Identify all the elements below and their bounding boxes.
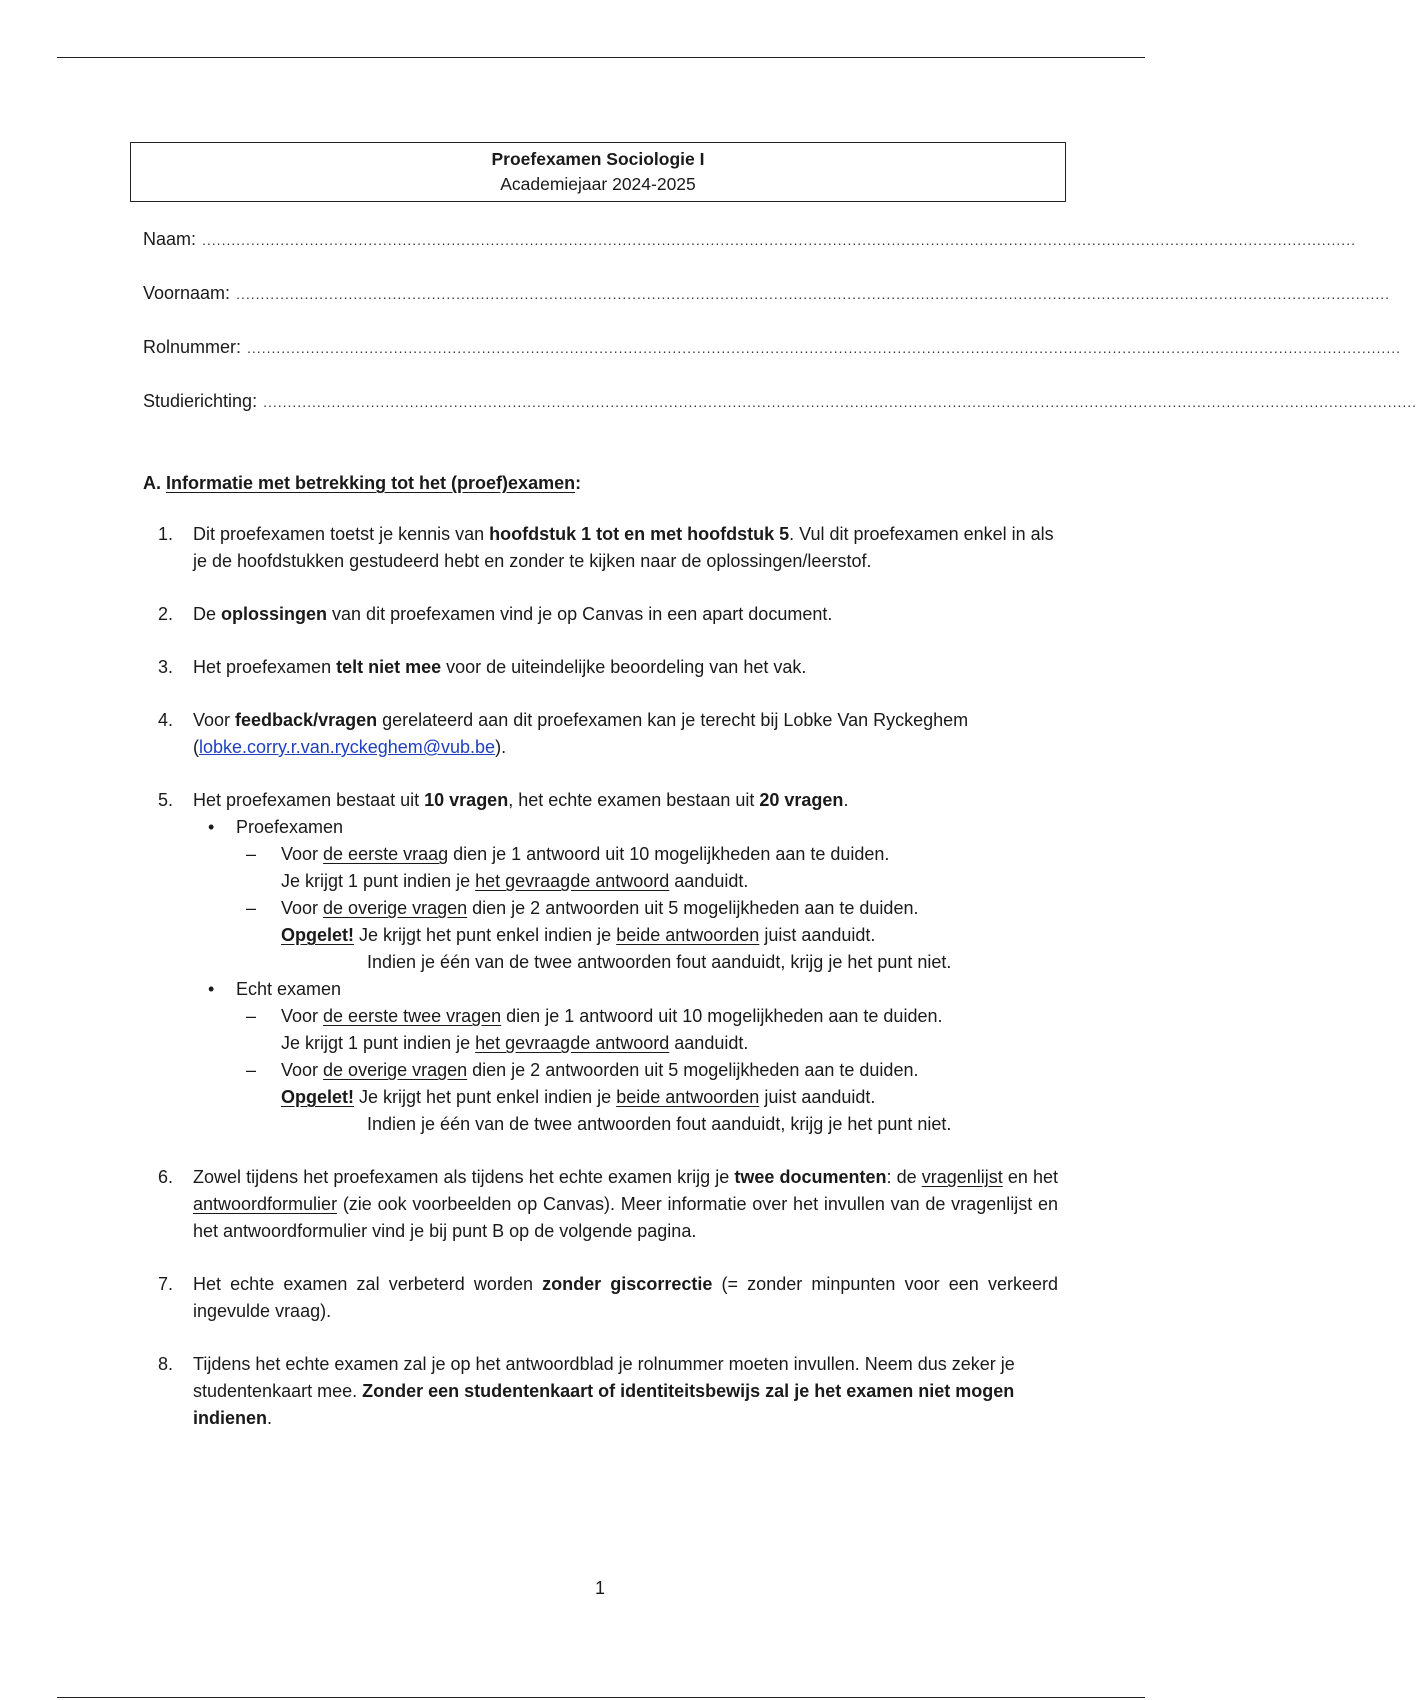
- list-item: 7. Het echte examen zal verbeterd worden zonder giscorrectie (= zonder minpunten voor een verkeerd ingevulde vraag).: [158, 1274, 1058, 1321]
- list-item: 2. De oplossingen van dit proefexamen vind je op Canvas in een apart document.: [158, 604, 833, 624]
- study-program-field[interactable]: [143, 391, 1417, 445]
- dash-item: – Voor de overige vragen dien je 2 antwoorden uit 5 mogelijkheden aan te duiden. Opgelet! Je krijgt het punt enkel indien je beide antwoorden juist aanduidt. Indien je één van de twee antwoorden fout aanduidt, krijg je het punt niet.: [236, 1057, 1058, 1138]
- first-name-field[interactable]: [143, 283, 1391, 337]
- dash-icon: –: [246, 1060, 257, 1080]
- top-rule: [57, 57, 1145, 58]
- dotted-line: ............................................................................................................................................................................................................................................: [247, 340, 1401, 356]
- bullet-icon: •: [208, 979, 215, 999]
- name-field[interactable]: [143, 229, 1356, 283]
- bullet-proefexamen: • Proefexamen – Voor de eerste vraag dien je 1 antwoord uit 10 mogelijkheden aan te duiden. Je krijgt 1 punt indien je het gevraagde antwoord aanduidt. – Voor de overige vragen dien je 2 antwoorden uit 5 mogelijkheden aan te duiden. Opgelet! Je krijgt het punt enkel indien je beide antwoorden juist aanduidt. Indien je één van de twee antwoorden fout aanduidt, krijg je het punt niet.: [193, 814, 1058, 976]
- bullet-icon: •: [208, 817, 215, 837]
- academic-year: Academiejaar 2024-2025: [500, 174, 696, 194]
- exam-information: [143, 470, 1058, 1458]
- section-a-title: A. Informatie met betrekking tot het (proef)examen:: [143, 473, 582, 493]
- student-info-fields: [143, 229, 1417, 445]
- field-label: Rolnummer:: [143, 337, 242, 357]
- dotted-line: ............................................................................................................................................................................................................................................: [236, 286, 1391, 302]
- exam-title-box: [130, 142, 1066, 202]
- bullet-echt-examen: • Echt examen – Voor de eerste twee vragen dien je 1 antwoord uit 10 mogelijkheden aan te duiden. Je krijgt 1 punt indien je het gevraagde antwoord aanduidt. – Voor de overige vragen dien je 2 antwoorden uit 5 mogelijkheden aan te duiden. Opgelet! Je krijgt het punt enkel indien je beide antwoorden juist aanduidt. Indien je één van de twee antwoorden fout aanduidt, krijg je het punt niet.: [193, 976, 1058, 1138]
- info-list: [143, 521, 1058, 1432]
- dash-icon: –: [246, 898, 257, 918]
- dash-icon: –: [246, 1006, 257, 1026]
- bottom-rule: [57, 1697, 1145, 1698]
- dash-item: – Voor de eerste twee vragen dien je 1 antwoord uit 10 mogelijkheden aan te duiden. Je krijgt 1 punt indien je het gevraagde antwoord aanduidt.: [236, 1003, 1058, 1057]
- list-item: 8. Tijdens het echte examen zal je op het antwoordblad je rolnummer moeten invullen. Neem dus zeker je studentenkaart mee. Zonder een studentenkaart of identiteitsbewijs zal je het examen niet mogen indienen.: [158, 1354, 1015, 1428]
- exam-types-list: [193, 814, 1058, 1138]
- list-item: 4. Voor feedback/vragen gerelateerd aan dit proefexamen kan je terecht bij Lobke Van Ryckeghem (lobke.corry.r.van.ryckeghem@vub.be).: [158, 710, 969, 757]
- field-label: Naam:: [143, 229, 197, 249]
- exam-title: Proefexamen Sociologie I: [491, 149, 705, 169]
- field-label: Voornaam:: [143, 283, 231, 303]
- list-item: 5. Het proefexamen bestaat uit 10 vragen, het echte examen bestaan uit 20 vragen. • Proefexamen – Voor de eerste vraag dien je 1 antwoord uit 10 mogelijkheden aan te duiden. Je krijgt 1 punt indien je het gevraagde antwoord aanduidt. – Voor de overige vragen dien je 2 antwoorden uit 5 mogelijkheden aan te duiden. Opgelet! Je krijgt het punt enkel indien je beide antwoorden juist aanduidt. Indien je één van de twee antwoorden fout aanduidt, krijg je het punt niet. • Echt examen – Voor de eerste twee vragen dien je 1 antwoord uit 10 mogelijkheden aan te duiden. Je krijgt 1 punt indien je het gevraagde antwoord aanduidt. – Voor de overige vragen dien je 2 antwoorden uit 5 mogelijkheden aan te duiden. Opgelet! Je krijgt het punt enkel indien je beide antwoorden juist aanduidt. Indien je één van de twee antwoorden fout aanduidt, krijg je het punt niet.: [143, 787, 1058, 1138]
- list-item: 1. Dit proefexamen toetst je kennis van hoofdstuk 1 tot en met hoofdstuk 5. Vul dit proefexamen enkel in als je de hoofdstukken gestudeerd hebt en zonder te kijken naar de oplossingen/leerstof.: [158, 524, 1054, 571]
- student-number-field[interactable]: [143, 337, 1401, 391]
- dash-icon: –: [246, 844, 257, 864]
- list-item: 3. Het proefexamen telt niet mee voor de uiteindelijke beoordeling van het vak.: [158, 657, 807, 677]
- email-link[interactable]: lobke.corry.r.van.ryckeghem@vub.be: [199, 737, 496, 757]
- dotted-line: ............................................................................................................................................................................................................................................: [263, 394, 1417, 410]
- dash-item: – Voor de eerste vraag dien je 1 antwoord uit 10 mogelijkheden aan te duiden. Je krijgt 1 punt indien je het gevraagde antwoord aanduidt.: [236, 841, 1058, 895]
- dotted-line: ............................................................................................................................................................................................................................................: [202, 232, 1356, 248]
- list-item: 6. Zowel tijdens het proefexamen als tijdens het echte examen krijg je twee documenten: de vragenlijst en het antwoordformulier (zie ook voorbeelden op Canvas). Meer informatie over het invullen van de vragenlijst en het antwoordformulier vind je bij punt B op de volgende pagina.: [158, 1167, 1058, 1241]
- page-number: 1: [594, 1578, 605, 1598]
- field-label: Studierichting:: [143, 391, 258, 411]
- dash-item: – Voor de overige vragen dien je 2 antwoorden uit 5 mogelijkheden aan te duiden. Opgelet! Je krijgt het punt enkel indien je beide antwoorden juist aanduidt. Indien je één van de twee antwoorden fout aanduidt, krijg je het punt niet.: [236, 895, 1058, 976]
